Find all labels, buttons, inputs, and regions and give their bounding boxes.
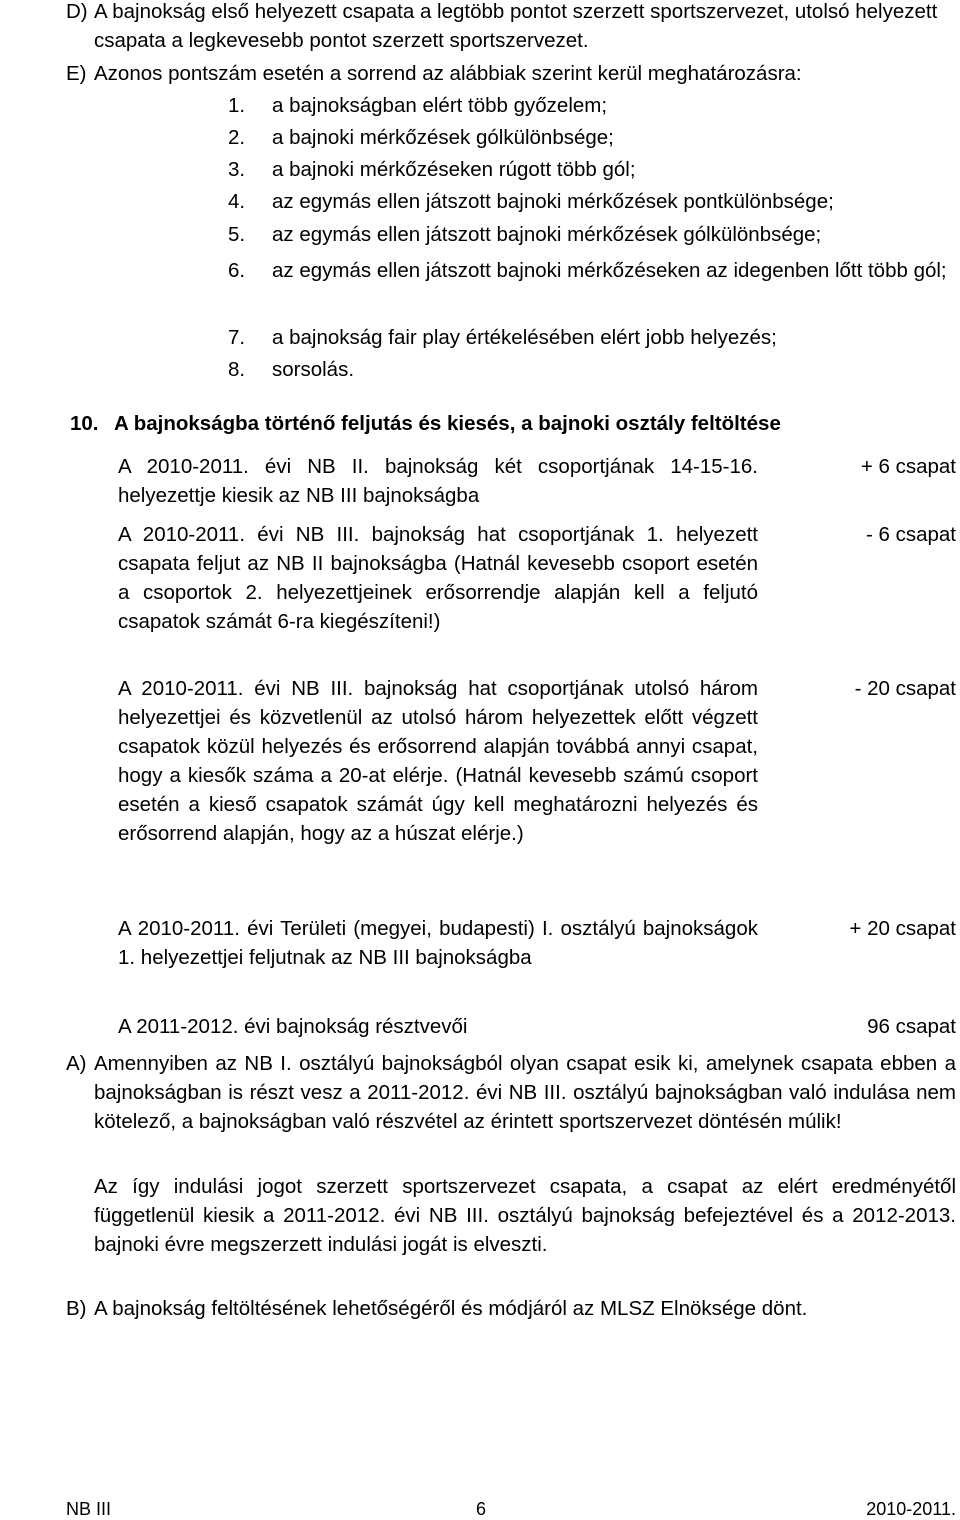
paragraph-e-label: E) — [66, 62, 87, 85]
paragraph-d — [66, 0, 956, 55]
list-item-text: sorsolás. — [272, 358, 355, 381]
paragraph-e-text: Azonos pontszám esetén a sorrend az alábbiak szerint kerül meghatározásra: — [94, 62, 802, 85]
table-row-value: - 20 csapat — [854, 677, 956, 700]
list-item-number: 6. — [228, 259, 246, 282]
note-a-text: Amennyiben az NB I. osztályú bajnokságból olyan csapat esik ki, amelynek csapata ebben a bajnokságban is részt vesz a 2011-2012. évi NB III. osztályú bajnokságban való indulása nem kötelező, a bajnokságban való részvétel az érintett sportszervezet döntésén múlik! — [94, 1052, 956, 1133]
note-b-text: A bajnokság feltöltésének lehetőségéről és módjáról az MLSZ Elnöksége dönt. — [94, 1297, 808, 1320]
paragraph-d-text: A bajnokság első helyezett csapata a legtöbb pontot szerzett sportszervezet, utolsó helyezett csapata a legkevesebb pontot szerzett sportszervezet. — [94, 0, 938, 52]
table-row-description: A 2010-2011. évi NB II. bajnokság két csoportjának 14-15-16. helyezettje kiesik az NB III bajnokságba — [118, 455, 758, 507]
list-item-number: 7. — [228, 326, 246, 349]
list-item-number: 8. — [228, 358, 246, 381]
table-row-value: + 20 csapat — [849, 917, 956, 940]
list-item-number: 2. — [228, 126, 246, 149]
table-row-description: A 2010-2011. évi NB III. bajnokság hat csoportjának utolsó három helyezettjei és közvetlenül az utolsó három helyezettek előtt végzett csapatok közül helyezés és erősorrend alapján továbbá annyi csapat, hogy a kiesők száma a 20-at elérje. (Hatnál kevesebb számú csoport esetén a kieső csapatok számát úgy kell meghatározni helyezés és erősorrend alapján, hogy az a húszat elérje.) — [118, 677, 758, 845]
list-item-number: 5. — [228, 223, 246, 246]
table-row-value: - 6 csapat — [865, 523, 956, 546]
list-item-number: 4. — [228, 190, 246, 213]
list-item-text: a bajnoki mérkőzések gólkülönbsége; — [272, 126, 614, 149]
list-item-text: a bajnoki mérkőzéseken rúgott több gól; — [272, 158, 636, 181]
table-row-description: A 2011-2012. évi bajnokság résztvevői — [118, 1015, 468, 1038]
list-item-number: 3. — [228, 158, 246, 181]
section-number: 10. — [70, 412, 99, 435]
table-row-description: A 2010-2011. évi NB III. bajnokság hat csoportjának 1. helyezett csapata feljut az NB II bajnokságba (Hatnál kevesebb csoport esetén a csoportok 2. helyezettjeinek erősorrendje alapján kell a feljutó csapatok számát 6-ra kiegészíteni!) — [118, 523, 758, 633]
list-item-text: a bajnokságban elért több győzelem; — [272, 94, 608, 117]
list-item-text: a bajnokság fair play értékelésében elért jobb helyezés; — [272, 326, 777, 349]
note-a-paragraph: Az így indulási jogot szerzett sportszervezet csapata, a csapat az elért eredményétől függetlenül kiesik a 2011-2012. évi NB III. osztályú bajnokság befejeztével és a 2012-2013. bajnoki évre megszerzett indulási jogát is elveszti. — [94, 1175, 956, 1256]
footer-right: 2010-2011. — [866, 1499, 956, 1519]
list-item-text: az egymás ellen játszott bajnoki mérkőzéseken az idegenben lőtt több gól; — [272, 259, 947, 282]
table-row-value: + 6 csapat — [860, 455, 956, 478]
table-row-value: 96 csapat — [867, 1015, 956, 1038]
list-item-text: az egymás ellen játszott bajnoki mérkőzések gólkülönbsége; — [272, 223, 822, 246]
page-number: 6 — [476, 1499, 487, 1519]
note-b-label: B) — [66, 1297, 87, 1320]
note-a-label: A) — [66, 1052, 87, 1075]
list-item-text: az egymás ellen játszott bajnoki mérkőzések pontkülönbsége; — [272, 190, 834, 213]
section-title: A bajnokságba történő feljutás és kiesés, a bajnoki osztály feltöltése — [114, 412, 781, 435]
table-row-description: A 2010-2011. évi Területi (megyei, budapesti) I. osztályú bajnokságok 1. helyezettjei feljutnak az NB III bajnokságba — [118, 917, 758, 969]
footer-left: NB III — [66, 1499, 112, 1519]
list-item-number: 1. — [228, 94, 246, 117]
paragraph-d-label: D) — [66, 0, 88, 23]
